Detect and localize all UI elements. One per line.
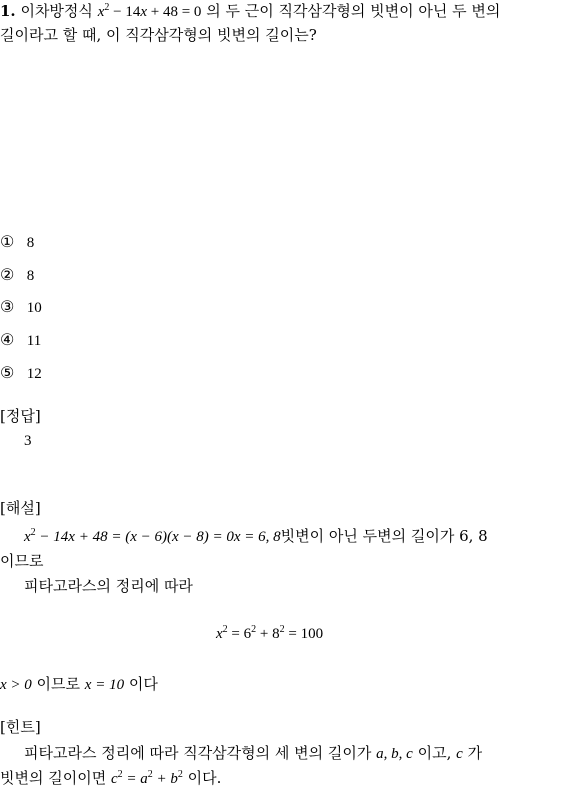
hint-heading: [힌트] [0, 718, 41, 736]
hint-vars: a, b, c [376, 746, 413, 762]
display-eq-end: = 100 [284, 626, 324, 642]
option-4[interactable] [0, 330, 41, 350]
hint-end: 가 [462, 744, 483, 762]
hint-line2-text: 빗변의 길이이면 [0, 769, 107, 787]
conclusion-math-1: x > 0 [0, 677, 32, 693]
hint-eq-mid1: = a [122, 771, 148, 787]
hint-mid: 이고, [412, 744, 457, 762]
display-eq-mid2: + 8 [256, 626, 280, 642]
option-marker: ④ [0, 330, 15, 349]
question-line1-rest: 의 두 근이 직각삼각형의 빗변이 아닌 두 변의 [206, 2, 501, 20]
hint-line2-end: 이다. [182, 769, 222, 787]
option-value: 12 [26, 366, 42, 382]
option-5[interactable] [0, 363, 42, 383]
answer-value: 3 [24, 433, 32, 449]
explanation-conclusion [0, 673, 158, 694]
hint-eq-sup2: 2 [147, 769, 153, 780]
display-eq-x: x [216, 626, 223, 642]
option-value: 8 [26, 235, 35, 251]
hint-eq-mid2: + b [152, 771, 178, 787]
display-eq-sup1: 2 [222, 624, 228, 635]
question-line-2: 길이라고 할 때, 이 직각삼각형의 빗변의 길이는? [0, 26, 317, 44]
hint-eq-c: c [110, 771, 118, 787]
explanation-text: 빗변이 아닌 두변의 길이가 6, 8 [280, 527, 488, 545]
question-intro: 이차방정식 [20, 2, 93, 20]
question-eq-x: x [97, 4, 105, 20]
display-eq-sup3: 2 [279, 624, 285, 635]
question-eq-end: + 48 = 0 [147, 4, 202, 20]
explanation-heading: [해설] [0, 499, 41, 517]
explanation-math-rest: − 14x + 48 = (x − 6)(x − 8) = 0x = 6, 8 [35, 529, 281, 545]
display-eq-mid1: = 6 [227, 626, 252, 642]
question-eq-sup: 2 [104, 2, 110, 13]
conclusion-math-2: x = 10 [84, 677, 125, 693]
display-equation [216, 624, 323, 643]
question-number: 1. [0, 2, 16, 20]
hint-eq-sup1: 2 [117, 769, 123, 780]
question-eq-x2: x [140, 4, 147, 20]
option-marker: ① [0, 232, 15, 251]
answer-heading: [정답] [0, 407, 41, 425]
conclusion-text-1: 이므로 [31, 675, 85, 693]
hint-eq-sup3: 2 [177, 769, 183, 780]
hint-line-2 [0, 767, 221, 788]
option-1[interactable] [0, 232, 34, 252]
option-value: 11 [26, 333, 42, 349]
conclusion-text-2: 이다 [124, 675, 158, 693]
explanation-line-3: 피타고라스의 정리에 따라 [24, 577, 193, 595]
question-eq-mid: − 14 [109, 4, 141, 20]
option-marker: ⑤ [0, 363, 15, 382]
hint-line-1 [24, 742, 482, 763]
option-marker: ② [0, 265, 15, 284]
option-2[interactable] [0, 265, 34, 285]
explanation-line-1 [24, 525, 488, 546]
explanation-math-sup: 2 [30, 527, 36, 538]
explanation-line-2: 이므로 [0, 552, 44, 570]
hint-c: c [456, 746, 463, 762]
option-value: 10 [26, 300, 42, 316]
option-3[interactable] [0, 297, 42, 317]
question-line-1 [0, 0, 500, 21]
display-eq-sup2: 2 [251, 624, 257, 635]
hint-text: 피타고라스 정리에 따라 직각삼각형의 세 변의 길이가 [24, 744, 372, 762]
option-value: 8 [26, 268, 35, 284]
option-marker: ③ [0, 297, 15, 316]
explanation-math-x: x [24, 529, 31, 545]
